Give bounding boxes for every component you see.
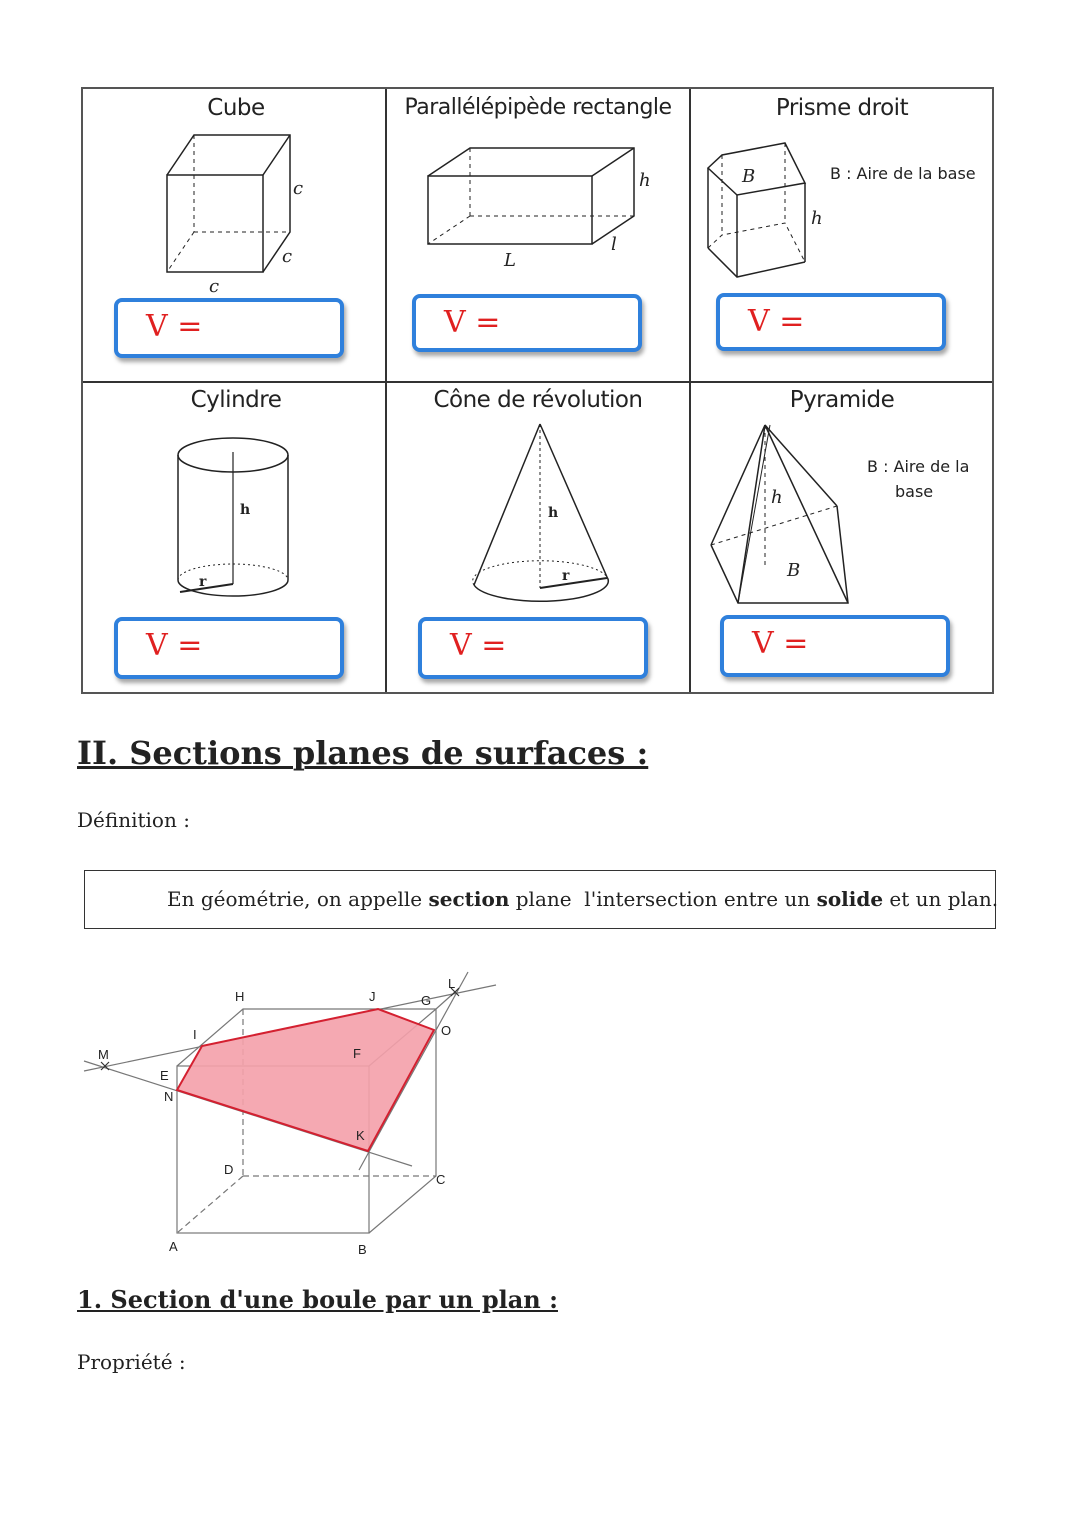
cube-section-figure <box>80 960 510 1260</box>
cell-title-parallelepiped: Parallélépipède rectangle <box>404 95 672 120</box>
subsection-heading: 1. Section d'une boule par un plan : <box>77 1285 558 1314</box>
point-D: D <box>224 1162 234 1177</box>
volume-input-cone[interactable]: V = <box>418 617 648 679</box>
cylinder-label-h: h <box>240 502 251 518</box>
volume-input-cube[interactable]: V = <box>114 298 344 358</box>
point-J: J <box>369 989 376 1004</box>
point-G: G <box>421 993 432 1008</box>
point-L: L <box>448 976 456 991</box>
property-label: Propriété : <box>77 1350 186 1374</box>
definition-box <box>84 870 999 929</box>
pyramid-label-B: B <box>787 560 801 581</box>
para-label-L: L <box>504 250 516 271</box>
para-label-l: l <box>611 234 617 255</box>
cone-label-r: r <box>562 568 570 584</box>
cone-label-h: h <box>548 505 559 521</box>
section-polygon <box>177 1009 434 1151</box>
definition-text: En géométrie, on appelle section plane l'intersection entre un solide et un plan. <box>167 887 999 911</box>
volume-input-cylinder[interactable]: V = <box>114 617 344 679</box>
point-A: A <box>169 1239 178 1254</box>
cube-label-c2: c <box>282 246 293 267</box>
cube-label-c1: c <box>293 178 304 199</box>
volume-input-pyramid[interactable]: V = <box>720 615 950 677</box>
prism-label-B: B <box>742 166 756 187</box>
pyramid-label-h: h <box>771 487 783 508</box>
point-K: K <box>356 1128 365 1143</box>
volume-input-prism[interactable]: V = <box>716 293 946 351</box>
cell-title-cube: Cube <box>207 95 265 121</box>
point-C: C <box>436 1172 446 1187</box>
cylinder-label-r: r <box>199 574 207 590</box>
section-heading: II. Sections planes de surfaces : <box>77 734 649 772</box>
cube-label-c3: c <box>209 276 220 297</box>
cone-figure <box>473 424 609 601</box>
point-E: E <box>160 1068 169 1083</box>
para-label-h: h <box>639 170 651 191</box>
point-N: N <box>164 1089 174 1104</box>
point-F: F <box>353 1046 361 1061</box>
definition-label: Définition : <box>77 808 190 832</box>
prism-label-h: h <box>811 208 823 229</box>
cell-title-pyramid: Pyramide <box>789 387 895 413</box>
pyramid-note-line2: base <box>895 482 934 501</box>
cylinder-figure <box>178 438 288 596</box>
point-H: H <box>235 989 245 1004</box>
prism-figure <box>708 143 805 277</box>
parallelepiped-figure <box>428 148 634 244</box>
cell-title-cone: Cône de révolution <box>433 387 643 413</box>
pyramid-figure <box>711 425 848 603</box>
pyramid-note-line1: B : Aire de la <box>867 457 970 476</box>
point-M: M <box>98 1047 109 1062</box>
cube-figure <box>167 135 293 272</box>
point-O: O <box>441 1023 452 1038</box>
cell-title-cylinder: Cylindre <box>190 387 282 413</box>
cell-title-prism: Prisme droit <box>775 95 909 121</box>
prism-note: B : Aire de la base <box>830 164 976 183</box>
point-I: I <box>193 1027 197 1042</box>
point-B: B <box>358 1242 367 1257</box>
volume-input-parallelepiped[interactable]: V = <box>412 294 642 352</box>
